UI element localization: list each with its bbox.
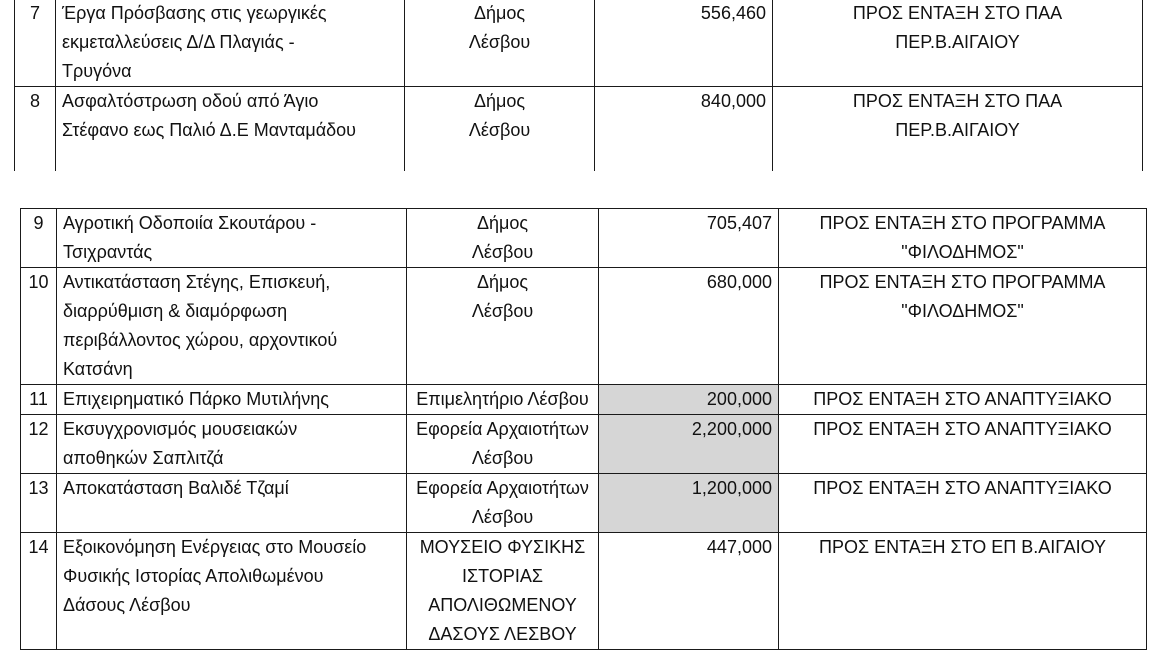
implementing-agency-line: Λέσβου <box>471 242 534 262</box>
implementing-agency-line: ΑΠΟΛΙΘΩΜΕΝΟΥ <box>428 595 577 615</box>
project-description-line: Τσιχραντάς <box>63 242 153 262</box>
table-row <box>15 0 1143 87</box>
implementing-agency-line: Επιμελητήριο Λέσβου <box>416 389 589 409</box>
implementing-agency-line: Λέσβου <box>471 448 534 468</box>
funding-status <box>779 415 1147 474</box>
funding-status-line: ΠΡΟΣ ΕΝΤΑΞΗ ΣΤΟ ΠΡΟΓΡΑΜΜΑ <box>819 213 1106 233</box>
funding-status-line: ΠΡΟΣ ΕΝΤΑΞΗ ΣΤΟ ΕΠ Β.ΑΙΓΑΙΟΥ <box>818 537 1106 557</box>
budget-amount: 447,000 <box>599 533 779 650</box>
table-row <box>21 209 1147 268</box>
funding-status-line: "ΦΙΛΟΔΗΜΟΣ" <box>901 301 1024 321</box>
project-description-line: Αγροτική Οδοποιία Σκουτάρου - <box>63 213 317 233</box>
project-description <box>57 385 407 415</box>
row-number: 9 <box>21 209 57 268</box>
project-description-line: Εξοικονόμηση Ενέργειας στο Μουσείο <box>63 537 367 557</box>
project-description <box>56 0 405 87</box>
implementing-agency <box>405 87 595 171</box>
project-description-line: διαρρύθμιση & διαμόρφωση <box>63 301 288 321</box>
funding-status <box>779 268 1147 385</box>
implementing-agency-line: Εφορεία Αρχαιοτήτων <box>416 419 589 439</box>
row-number: 12 <box>21 415 57 474</box>
implementing-agency <box>407 268 599 385</box>
funding-status-line: ΠΕΡ.Β.ΑΙΓΑΙΟΥ <box>895 120 1020 140</box>
funding-status <box>779 474 1147 533</box>
table-row <box>21 533 1147 650</box>
row-number: 7 <box>15 0 56 87</box>
project-description <box>57 209 407 268</box>
project-description-line: Ασφαλτόστρωση οδού από Άγιο <box>62 91 319 111</box>
project-description-line: Στέφανο εως Παλιό Δ.Ε Μανταμάδου <box>62 120 357 140</box>
funding-status-line: ΠΡΟΣ ΕΝΤΑΞΗ ΣΤΟ ΑΝΑΠΤΥΞΙΑΚΟ <box>813 389 1112 409</box>
implementing-agency-line: Λέσβου <box>468 120 531 140</box>
implementing-agency-line: Δήμος <box>473 91 526 111</box>
implementing-agency <box>407 415 599 474</box>
project-description-line: Έργα Πρόσβασης στις γεωργικές <box>62 3 327 23</box>
funding-status <box>779 209 1147 268</box>
budget-amount: 556,460 <box>595 0 773 87</box>
budget-amount: 705,407 <box>599 209 779 268</box>
project-description-line: Αποκατάσταση Βαλιδέ Τζαμί <box>63 478 289 498</box>
table-row <box>21 268 1147 385</box>
row-number: 10 <box>21 268 57 385</box>
row-number: 14 <box>21 533 57 650</box>
implementing-agency-line: Δήμος <box>476 272 529 292</box>
implementing-agency-line: ΔΑΣΟΥΣ ΛΕΣΒΟΥ <box>428 624 577 644</box>
project-description <box>57 474 407 533</box>
funding-status-line: ΠΡΟΣ ΕΝΤΑΞΗ ΣΤΟ ΠΑΑ <box>852 91 1063 111</box>
funding-status-line: ΠΕΡ.Β.ΑΙΓΑΙΟΥ <box>895 32 1020 52</box>
project-description <box>57 533 407 650</box>
project-description-line: περιβάλλοντος χώρου, αρχοντικού <box>63 330 338 350</box>
funding-status-line: ΠΡΟΣ ΕΝΤΑΞΗ ΣΤΟ ΠΡΟΓΡΑΜΜΑ <box>819 272 1106 292</box>
implementing-agency <box>405 0 595 87</box>
funding-status-line: ΠΡΟΣ ΕΝΤΑΞΗ ΣΤΟ ΠΑΑ <box>852 3 1063 23</box>
funding-status-line: ΠΡΟΣ ΕΝΤΑΞΗ ΣΤΟ ΑΝΑΠΤΥΞΙΑΚΟ <box>813 478 1112 498</box>
project-description <box>57 268 407 385</box>
budget-amount: 1,200,000 <box>599 474 779 533</box>
funding-status <box>779 385 1147 415</box>
funding-status-line: "ΦΙΛΟΔΗΜΟΣ" <box>901 242 1024 262</box>
implementing-agency <box>407 209 599 268</box>
implementing-agency-line: Λέσβου <box>468 32 531 52</box>
row-number: 11 <box>21 385 57 415</box>
project-description-line: εκμεταλλεύσεις Δ/Δ Πλαγιάς - <box>62 32 295 52</box>
project-description-line: Επιχειρηματικό Πάρκο Μυτιλήνης <box>63 389 329 409</box>
implementing-agency-line: Δήμος <box>473 3 526 23</box>
row-number: 8 <box>15 87 56 171</box>
project-description-line: Δάσους Λέσβου <box>63 595 191 615</box>
implementing-agency-line: Λέσβου <box>471 507 534 527</box>
table-row <box>21 415 1147 474</box>
row-number: 13 <box>21 474 57 533</box>
project-description-line: Αντικατάσταση Στέγης, Επισκευή, <box>63 272 331 292</box>
table-row <box>15 87 1143 171</box>
budget-amount: 680,000 <box>599 268 779 385</box>
project-description-line: Φυσικής Ιστορίας Απολιθωμένου <box>63 566 324 586</box>
budget-amount: 840,000 <box>595 87 773 171</box>
implementing-agency <box>407 385 599 415</box>
implementing-agency-line: Λέσβου <box>471 301 534 321</box>
implementing-agency-line: ΜΟΥΣΕΙΟ ΦΥΣΙΚΗΣ <box>419 537 586 557</box>
funding-status-line: ΠΡΟΣ ΕΝΤΑΞΗ ΣΤΟ ΑΝΑΠΤΥΞΙΑΚΟ <box>813 419 1112 439</box>
table-row <box>21 474 1147 533</box>
projects-table-bottom-body <box>21 209 1147 650</box>
project-description <box>56 87 405 171</box>
project-description-line: Κατσάνη <box>63 359 133 379</box>
project-description-line: Τρυγόνα <box>62 61 132 81</box>
funding-status <box>773 0 1143 87</box>
implementing-agency <box>407 474 599 533</box>
project-description-line: αποθηκών Σαπλιτζά <box>63 448 224 468</box>
implementing-agency-line: Εφορεία Αρχαιοτήτων <box>416 478 589 498</box>
funding-status <box>773 87 1143 171</box>
project-description <box>57 415 407 474</box>
implementing-agency <box>407 533 599 650</box>
budget-amount: 2,200,000 <box>599 415 779 474</box>
budget-amount: 200,000 <box>599 385 779 415</box>
implementing-agency-line: Δήμος <box>476 213 529 233</box>
implementing-agency-line: ΙΣΤΟΡΙΑΣ <box>462 566 543 586</box>
projects-table-top <box>14 0 1143 171</box>
project-description-line: Εκσυγχρονισμός μουσειακών <box>63 419 298 439</box>
table-row <box>21 385 1147 415</box>
projects-table-bottom <box>20 208 1147 650</box>
projects-table-top-body <box>15 0 1143 171</box>
funding-status <box>779 533 1147 650</box>
